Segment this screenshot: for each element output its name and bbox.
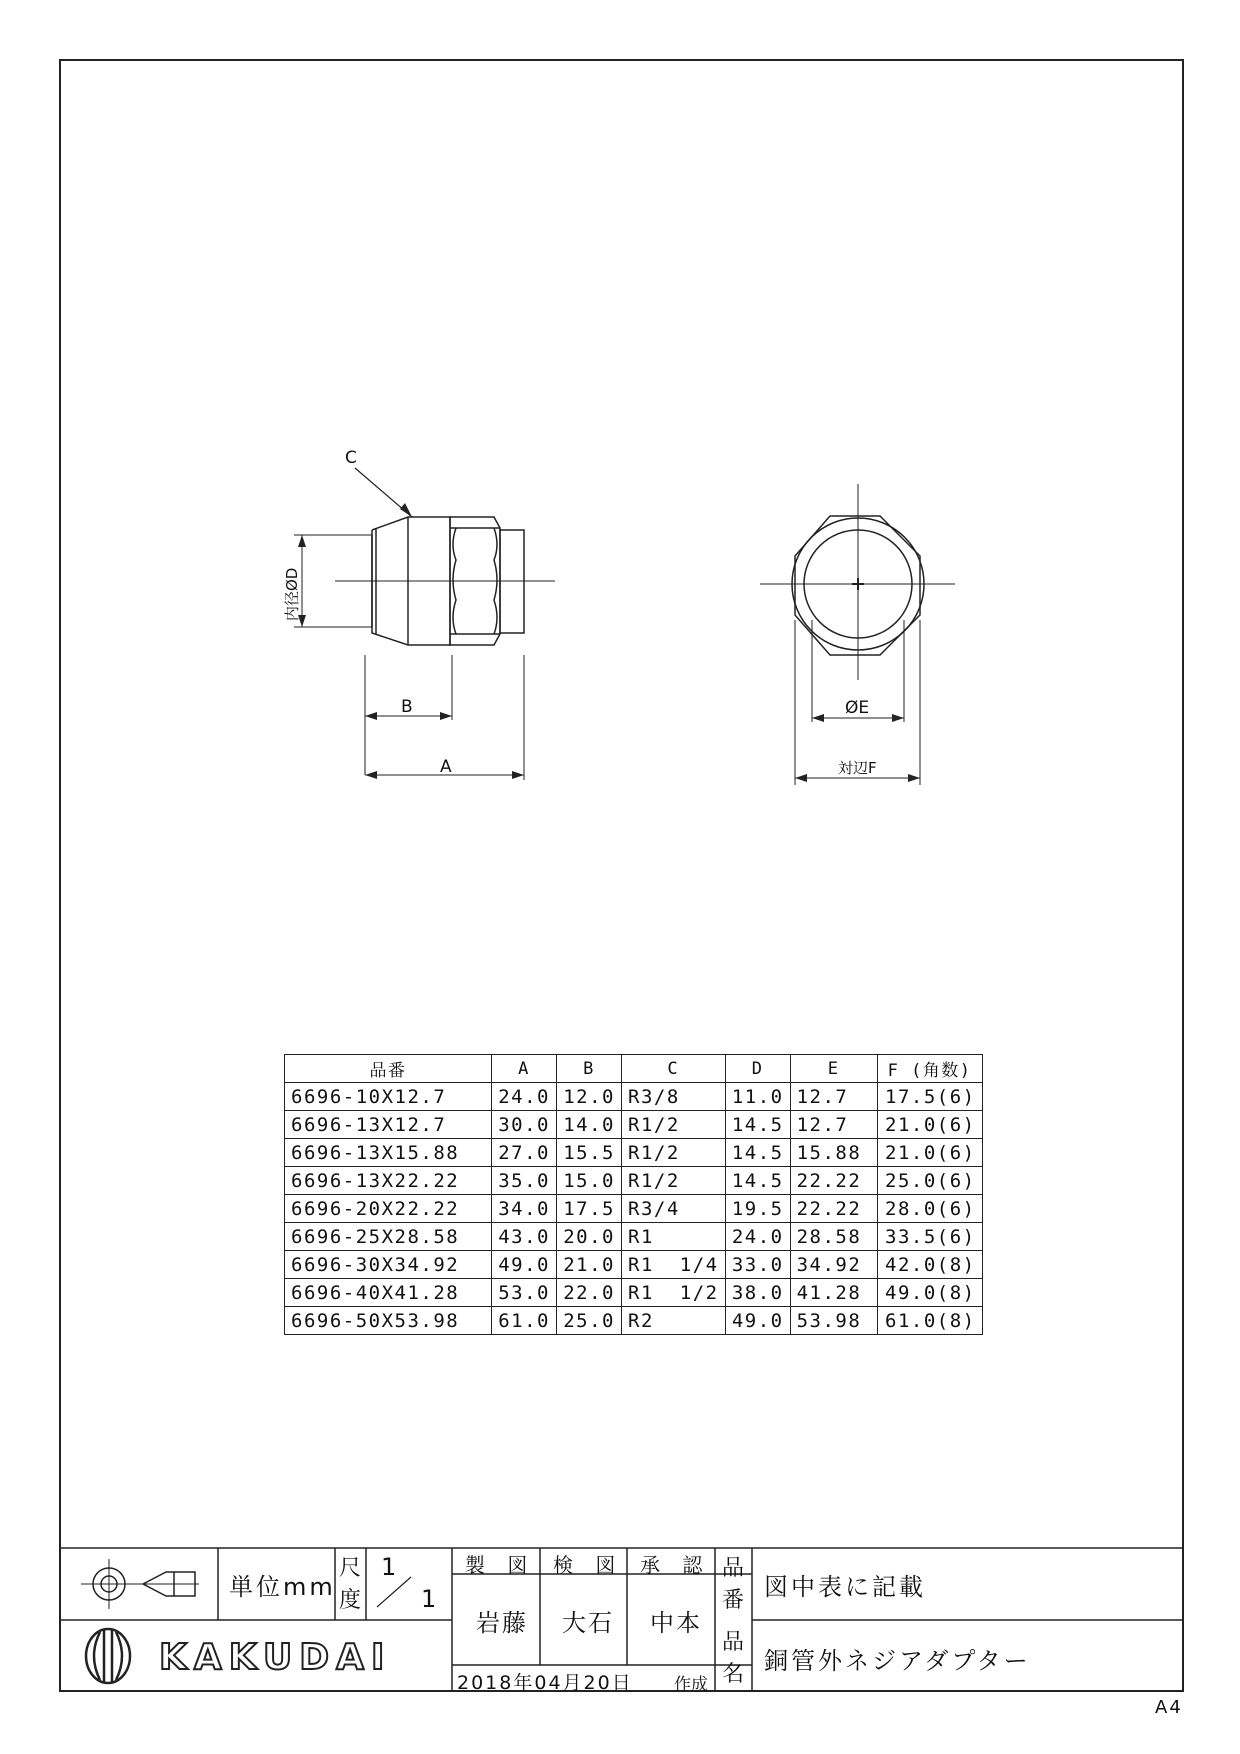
cell-f: 61.0(8) — [877, 1307, 982, 1335]
cell-b: 21.0 — [557, 1251, 622, 1279]
cell-part-no: 6696-13X12.7 — [285, 1111, 492, 1139]
projection-symbol-icon — [81, 1559, 199, 1609]
header-c: C — [622, 1055, 726, 1083]
checked-by: 大石 — [562, 1609, 614, 1637]
table-row — [285, 1195, 983, 1223]
cell-d: 14.5 — [725, 1167, 790, 1195]
part-name-label-2: 名 — [722, 1662, 745, 1687]
approved-by: 中本 — [650, 1609, 702, 1637]
cell-a: 61.0 — [492, 1307, 557, 1335]
scale-denominator: 1 — [421, 1585, 437, 1613]
cell-e: 12.7 — [790, 1083, 877, 1111]
label-c: C — [345, 448, 357, 468]
cell-d: 24.0 — [725, 1223, 790, 1251]
cell-f: 42.0(8) — [877, 1251, 982, 1279]
cell-b: 17.5 — [557, 1195, 622, 1223]
cell-c: R3/8 — [622, 1083, 726, 1111]
label-f: 対辺F — [838, 759, 877, 777]
cell-f: 49.0(8) — [877, 1279, 982, 1307]
cell-d: 38.0 — [725, 1279, 790, 1307]
scale-numerator: 1 — [381, 1553, 397, 1581]
cell-c: R1/2 — [622, 1111, 726, 1139]
table-row — [285, 1083, 983, 1111]
label-b: B — [401, 697, 413, 717]
cell-c: R3/4 — [622, 1195, 726, 1223]
cell-e: 41.28 — [790, 1279, 877, 1307]
cell-b: 25.0 — [557, 1307, 622, 1335]
scale-label-2: 度 — [339, 1588, 362, 1613]
header-part-no: 品番 — [285, 1055, 492, 1083]
cell-a: 34.0 — [492, 1195, 557, 1223]
cell-e: 53.98 — [790, 1307, 877, 1335]
table-row — [285, 1139, 983, 1167]
brand-name: KAKUDAI — [159, 1637, 392, 1678]
cell-d: 33.0 — [725, 1251, 790, 1279]
label-inner-d: 内径ØD — [283, 567, 301, 621]
cell-b: 12.0 — [557, 1083, 622, 1111]
cell-d: 19.5 — [725, 1195, 790, 1223]
label-e: ØE — [845, 698, 870, 718]
unit-label: 単位mm — [229, 1573, 336, 1601]
header-d: D — [725, 1055, 790, 1083]
cell-part-no: 6696-20X22.22 — [285, 1195, 492, 1223]
cell-c: R1 1/4 — [622, 1251, 726, 1279]
cell-f: 28.0(6) — [877, 1195, 982, 1223]
side-view — [294, 468, 555, 780]
cell-c: R2 — [622, 1307, 726, 1335]
cell-e: 34.92 — [790, 1251, 877, 1279]
cell-e: 22.22 — [790, 1167, 877, 1195]
cell-c: R1/2 — [622, 1139, 726, 1167]
cell-b: 14.0 — [557, 1111, 622, 1139]
cell-f: 33.5(6) — [877, 1223, 982, 1251]
part-name-value: 銅管外ネジアダプター — [764, 1647, 1031, 1675]
part-name-label-1: 品 — [722, 1630, 745, 1655]
table-row — [285, 1223, 983, 1251]
cell-a: 24.0 — [492, 1083, 557, 1111]
kakudai-logo-icon — [86, 1629, 130, 1683]
cell-f: 25.0(6) — [877, 1167, 982, 1195]
cell-e: 12.7 — [790, 1111, 877, 1139]
cell-e: 28.58 — [790, 1223, 877, 1251]
cell-c: R1 — [622, 1223, 726, 1251]
cell-f: 21.0(6) — [877, 1139, 982, 1167]
cell-part-no: 6696-10X12.7 — [285, 1083, 492, 1111]
part-no-value: 図中表に記載 — [764, 1573, 926, 1601]
table-row — [285, 1279, 983, 1307]
cell-d: 14.5 — [725, 1139, 790, 1167]
cell-b: 20.0 — [557, 1223, 622, 1251]
cell-d: 11.0 — [725, 1083, 790, 1111]
cell-part-no: 6696-30X34.92 — [285, 1251, 492, 1279]
cell-part-no: 6696-13X15.88 — [285, 1139, 492, 1167]
cell-a: 53.0 — [492, 1279, 557, 1307]
part-no-label-2: 番 — [722, 1588, 745, 1613]
made-label: 製 図 — [465, 1553, 536, 1577]
cell-d: 14.5 — [725, 1111, 790, 1139]
made-by: 岩藤 — [476, 1609, 528, 1637]
cell-a: 49.0 — [492, 1251, 557, 1279]
header-b: B — [557, 1055, 622, 1083]
sheet-size-label: A4 — [1155, 1697, 1183, 1718]
title-block — [59, 1547, 1184, 1695]
cell-b: 22.0 — [557, 1279, 622, 1307]
cell-b: 15.5 — [557, 1139, 622, 1167]
header-e: E — [790, 1055, 877, 1083]
header-a: A — [492, 1055, 557, 1083]
approved-label: 承 認 — [640, 1553, 711, 1577]
drawing-date: 2018年04月20日 — [457, 1672, 633, 1694]
end-view — [760, 484, 955, 785]
label-a: A — [440, 757, 452, 777]
header-f: F (角数) — [877, 1055, 982, 1083]
cell-part-no: 6696-13X22.22 — [285, 1167, 492, 1195]
cell-part-no: 6696-50X53.98 — [285, 1307, 492, 1335]
created-label: 作成 — [674, 1675, 708, 1695]
cell-f: 17.5(6) — [877, 1083, 982, 1111]
cell-a: 43.0 — [492, 1223, 557, 1251]
spec-table — [284, 1054, 983, 1335]
cell-f: 21.0(6) — [877, 1111, 982, 1139]
cell-e: 22.22 — [790, 1195, 877, 1223]
table-row — [285, 1167, 983, 1195]
cell-c: R1/2 — [622, 1167, 726, 1195]
cell-d: 49.0 — [725, 1307, 790, 1335]
table-row — [285, 1251, 983, 1279]
scale-label-1: 尺 — [339, 1556, 362, 1581]
cell-a: 27.0 — [492, 1139, 557, 1167]
cell-part-no: 6696-25X28.58 — [285, 1223, 492, 1251]
part-no-label-1: 品 — [722, 1556, 745, 1581]
cell-c: R1 1/2 — [622, 1279, 726, 1307]
cell-a: 35.0 — [492, 1167, 557, 1195]
table-row — [285, 1307, 983, 1335]
checked-label: 検 図 — [553, 1553, 624, 1577]
table-row — [285, 1111, 983, 1139]
spec-table-header — [285, 1055, 983, 1083]
cell-part-no: 6696-40X41.28 — [285, 1279, 492, 1307]
cell-a: 30.0 — [492, 1111, 557, 1139]
cell-b: 15.0 — [557, 1167, 622, 1195]
cell-e: 15.88 — [790, 1139, 877, 1167]
